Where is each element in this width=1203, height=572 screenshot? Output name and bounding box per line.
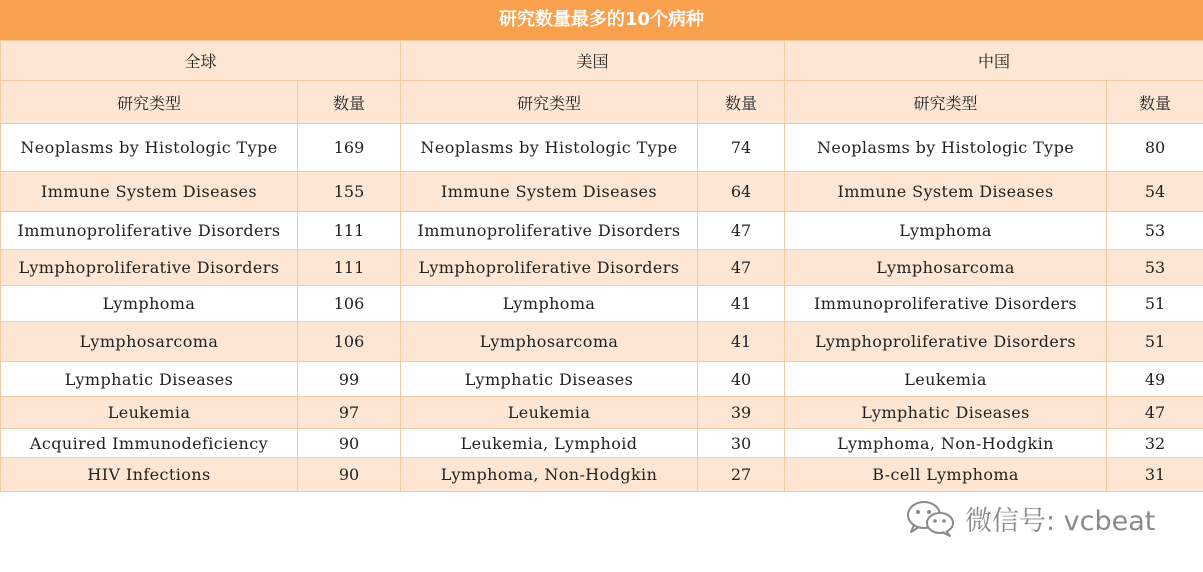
- usa-count-cell: 41: [698, 286, 785, 322]
- global-type-cell: Lymphoproliferative Disorders: [1, 250, 298, 286]
- global-count-cell: 99: [298, 362, 401, 397]
- global-type-cell: Acquired Immunodeficiency: [1, 429, 298, 458]
- table-title: 研究数量最多的10个病种: [0, 0, 1203, 40]
- table-row: [1, 322, 1203, 362]
- table-row: [1, 212, 1203, 250]
- global-count-cell: 111: [298, 212, 401, 250]
- china-count-cell: 51: [1107, 286, 1203, 322]
- china-type-cell: Immunoproliferative Disorders: [785, 286, 1107, 322]
- table-row: [1, 124, 1203, 172]
- usa-type-cell: Leukemia: [401, 397, 698, 429]
- china-count-cell: 80: [1107, 124, 1203, 172]
- global-type-cell: Immune System Diseases: [1, 172, 298, 212]
- global-type-cell: Neoplasms by Histologic Type: [1, 124, 298, 172]
- china-count-cell: 53: [1107, 250, 1203, 286]
- table-row: [1, 429, 1203, 458]
- usa-count-cell: 47: [698, 250, 785, 286]
- usa-type-cell: Immune System Diseases: [401, 172, 698, 212]
- usa-type-cell: Lymphoma, Non-Hodgkin: [401, 458, 698, 492]
- global-type-cell: Lymphoma: [1, 286, 298, 322]
- global-count-cell: 106: [298, 286, 401, 322]
- china-count-cell: 53: [1107, 212, 1203, 250]
- column-header-type: 研究类型: [401, 81, 698, 124]
- china-count-cell: 49: [1107, 362, 1203, 397]
- table-row: [1, 250, 1203, 286]
- china-type-cell: B-cell Lymphoma: [785, 458, 1107, 492]
- watermark-text: 微信号: vcbeat: [965, 505, 1156, 537]
- region-global: 全球: [1, 41, 401, 81]
- usa-type-cell: Immunoproliferative Disorders: [401, 212, 698, 250]
- global-type-cell: Lymphosarcoma: [1, 322, 298, 362]
- usa-count-cell: 40: [698, 362, 785, 397]
- china-type-cell: Lymphoproliferative Disorders: [785, 322, 1107, 362]
- table-row: [1, 397, 1203, 429]
- china-count-cell: 54: [1107, 172, 1203, 212]
- china-count-cell: 47: [1107, 397, 1203, 429]
- usa-type-cell: Lymphosarcoma: [401, 322, 698, 362]
- watermark: [905, 498, 1155, 538]
- global-count-cell: 90: [298, 429, 401, 458]
- china-type-cell: Neoplasms by Histologic Type: [785, 124, 1107, 172]
- usa-count-cell: 47: [698, 212, 785, 250]
- table-row: [1, 458, 1203, 492]
- column-header-row: [1, 81, 1203, 124]
- global-count-cell: 106: [298, 322, 401, 362]
- usa-type-cell: Lymphatic Diseases: [401, 362, 698, 397]
- usa-type-cell: Lymphoma: [401, 286, 698, 322]
- region-header-row: [1, 41, 1203, 81]
- column-header-count: 数量: [298, 81, 401, 124]
- usa-count-cell: 30: [698, 429, 785, 458]
- column-header-type: 研究类型: [1, 81, 298, 124]
- table-row: [1, 172, 1203, 212]
- usa-type-cell: Lymphoproliferative Disorders: [401, 250, 698, 286]
- china-count-cell: 32: [1107, 429, 1203, 458]
- usa-count-cell: 41: [698, 322, 785, 362]
- column-header-type: 研究类型: [785, 81, 1107, 124]
- global-count-cell: 155: [298, 172, 401, 212]
- global-count-cell: 169: [298, 124, 401, 172]
- china-count-cell: 51: [1107, 322, 1203, 362]
- disease-table: [0, 40, 1203, 492]
- china-type-cell: Lymphatic Diseases: [785, 397, 1107, 429]
- china-type-cell: Leukemia: [785, 362, 1107, 397]
- global-type-cell: HIV Infections: [1, 458, 298, 492]
- global-count-cell: 97: [298, 397, 401, 429]
- usa-count-cell: 64: [698, 172, 785, 212]
- wechat-icon: [905, 499, 957, 537]
- usa-type-cell: Leukemia, Lymphoid: [401, 429, 698, 458]
- region-usa: 美国: [401, 41, 785, 81]
- usa-count-cell: 39: [698, 397, 785, 429]
- global-type-cell: Lymphatic Diseases: [1, 362, 298, 397]
- global-count-cell: 111: [298, 250, 401, 286]
- table-row: [1, 362, 1203, 397]
- global-count-cell: 90: [298, 458, 401, 492]
- column-header-count: 数量: [698, 81, 785, 124]
- global-type-cell: Leukemia: [1, 397, 298, 429]
- region-china: 中国: [785, 41, 1203, 81]
- china-type-cell: Lymphoma: [785, 212, 1107, 250]
- china-type-cell: Lymphoma, Non-Hodgkin: [785, 429, 1107, 458]
- usa-type-cell: Neoplasms by Histologic Type: [401, 124, 698, 172]
- usa-count-cell: 27: [698, 458, 785, 492]
- global-type-cell: Immunoproliferative Disorders: [1, 212, 298, 250]
- china-type-cell: Lymphosarcoma: [785, 250, 1107, 286]
- column-header-count: 数量: [1107, 81, 1203, 124]
- usa-count-cell: 74: [698, 124, 785, 172]
- table-row: [1, 286, 1203, 322]
- china-count-cell: 31: [1107, 458, 1203, 492]
- china-type-cell: Immune System Diseases: [785, 172, 1107, 212]
